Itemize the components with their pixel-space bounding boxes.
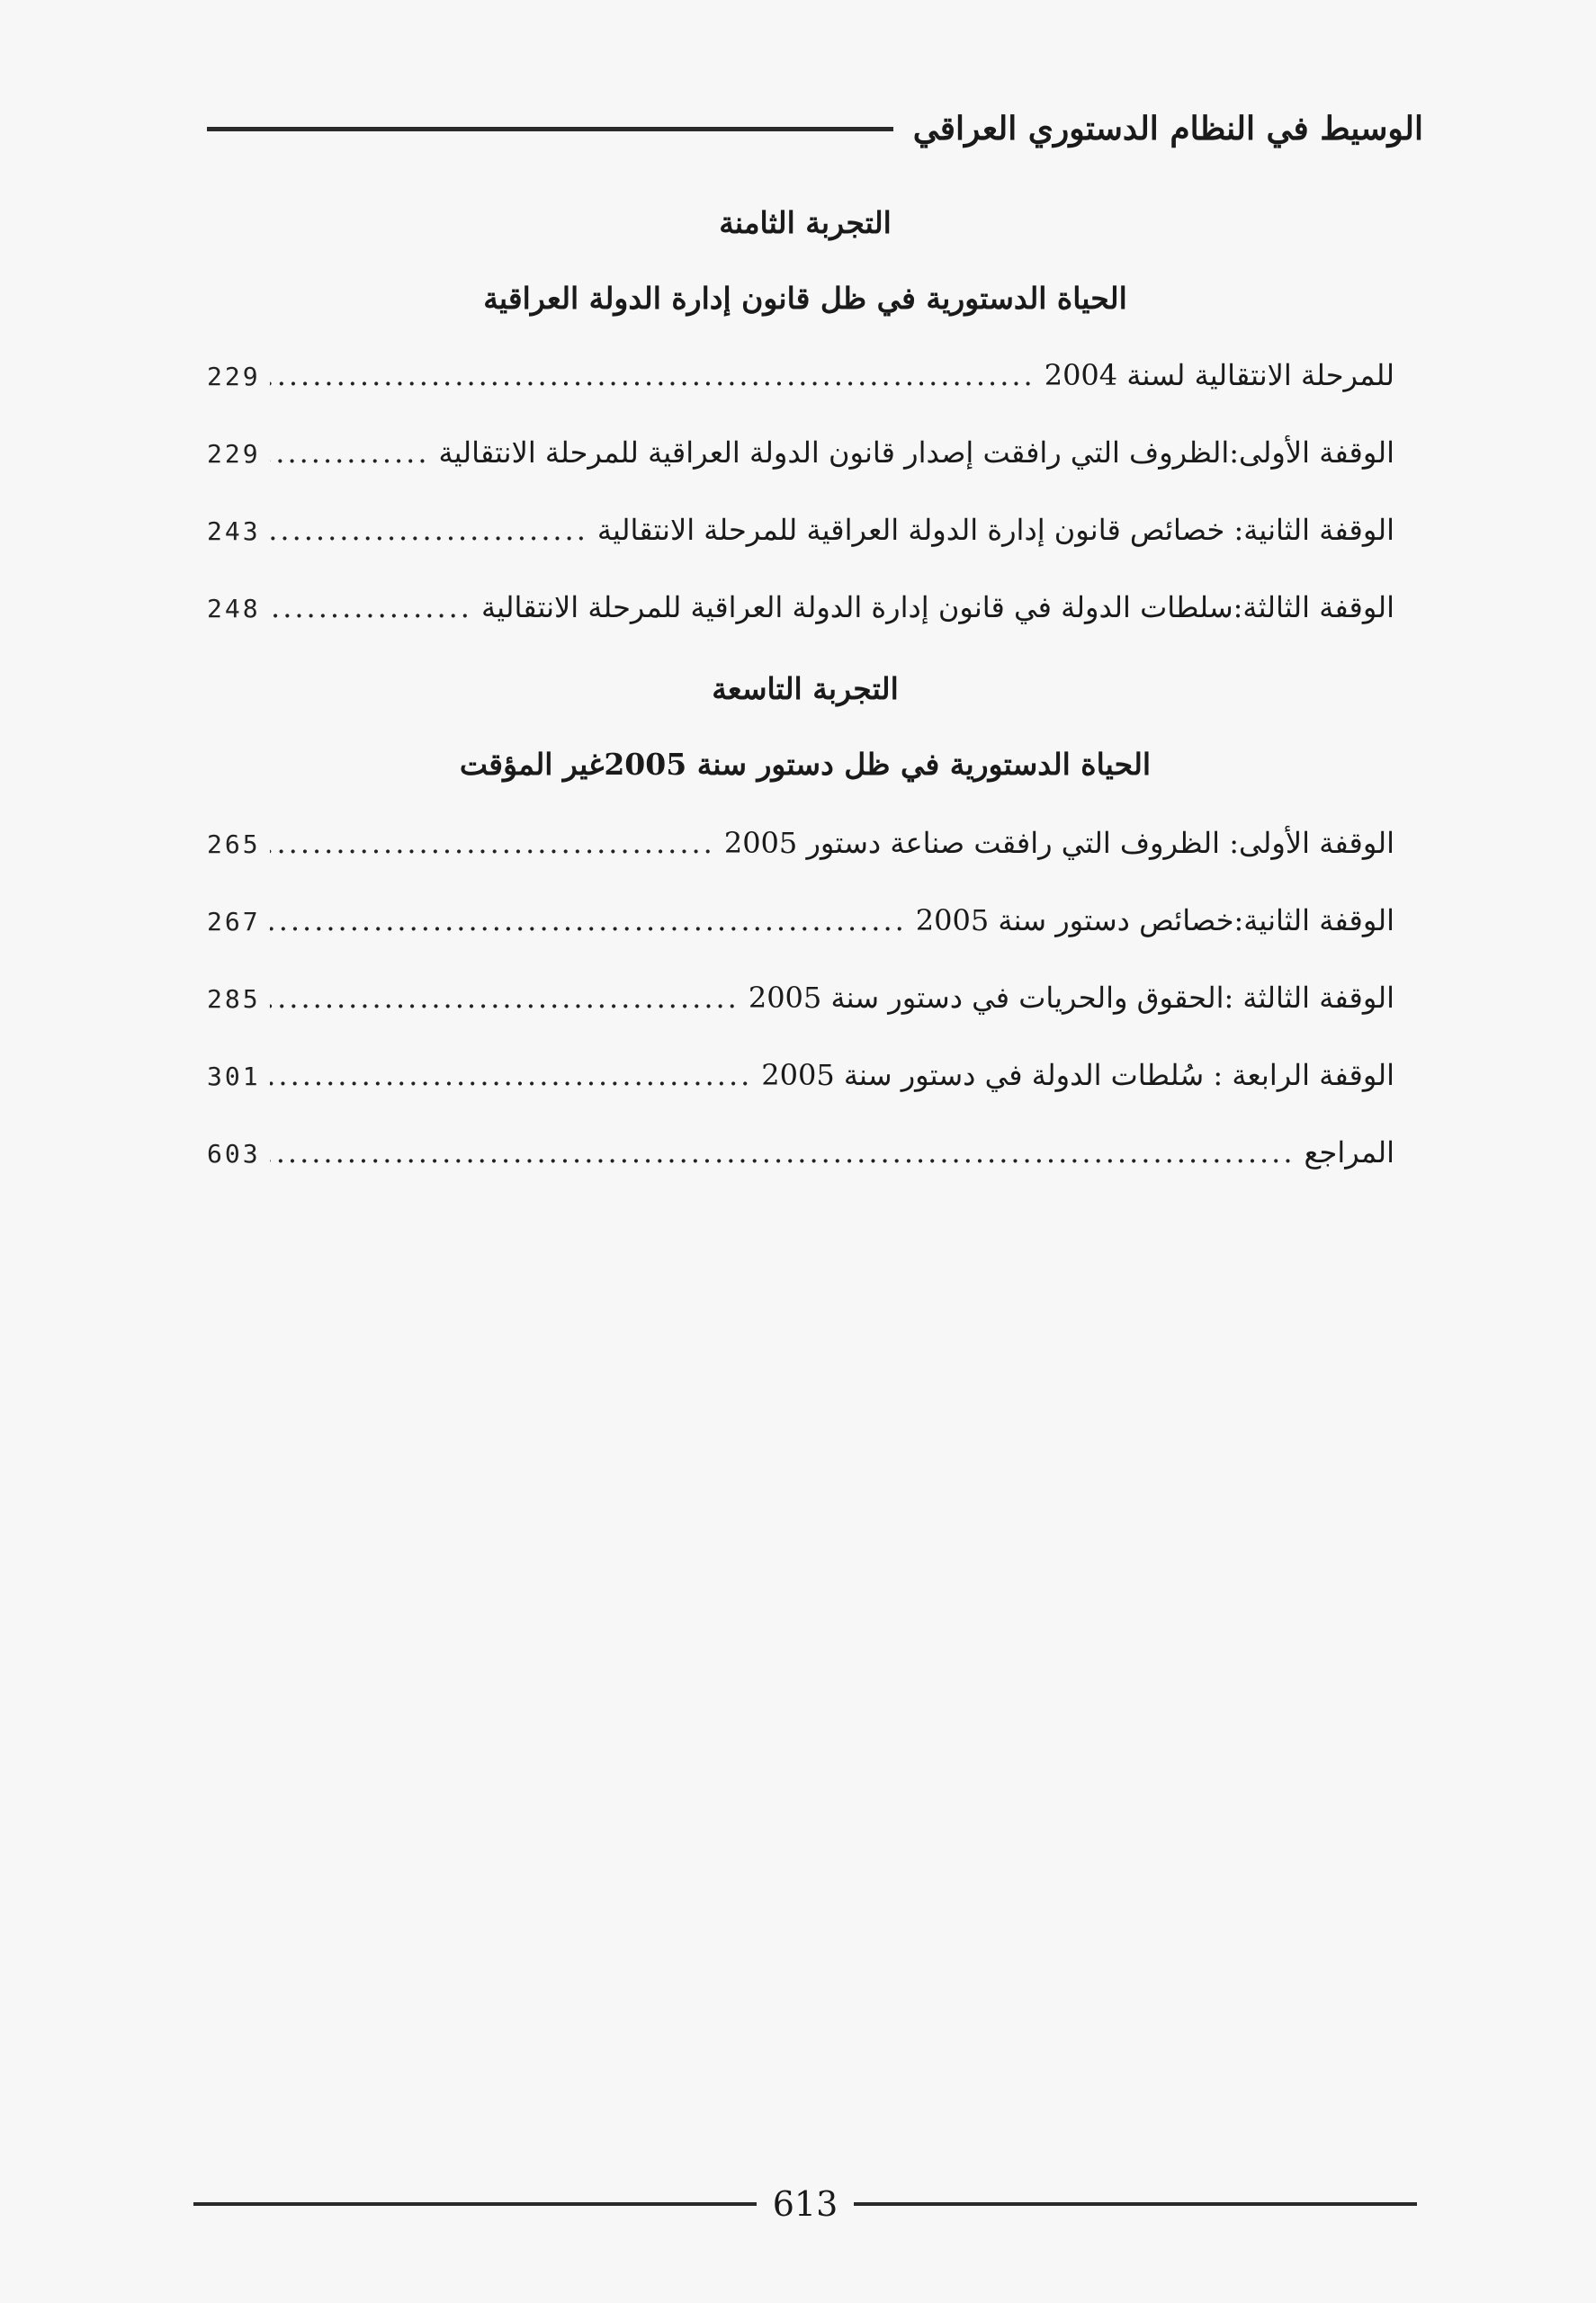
dot-leader	[270, 1135, 1296, 1169]
footer-rule-left	[193, 2202, 757, 2206]
running-header	[207, 97, 1423, 160]
toc-entry-title: الوقفة الثالثة :الحقوق والحريات في دستور سنة 2005	[748, 981, 1394, 1015]
toc-entry	[207, 981, 1394, 1035]
book-title: الوسيط في النظام الدستوري العراقي	[912, 110, 1423, 148]
toc-entry-page: 243	[207, 516, 261, 546]
toc-entry-page: 265	[207, 829, 261, 859]
toc-entry-title: الوقفة الأولى:الظروف التي رافقت إصدار قانون الدولة العراقية للمرحلة الانتقالية	[438, 435, 1394, 470]
section-subheading-8: الحياة الدستورية في ظل قانون إدارة الدولة العراقية	[483, 281, 1127, 316]
toc-entry-page: 267	[207, 907, 261, 936]
dot-leader	[270, 826, 715, 860]
toc-entry	[207, 358, 1394, 412]
toc-entry-title: للمرحلة الانتقالية لسنة 2004	[1044, 358, 1394, 392]
toc-entry	[207, 435, 1394, 489]
toc-entry-title: الوقفة الرابعة : سُلطات الدولة في دستور سنة 2005	[761, 1058, 1394, 1092]
toc-entry-title: الوقفة الأولى: الظروف التي رافقت صناعة دستور 2005	[723, 826, 1394, 860]
section-subheading-9: الحياة الدستورية في ظل دستور سنة 2005غير المؤقت	[459, 747, 1152, 782]
toc-entry-title: المراجع	[1304, 1135, 1394, 1169]
toc-entry-page: 285	[207, 984, 261, 1014]
page-footer	[193, 2177, 1417, 2231]
dot-leader	[270, 590, 472, 624]
section-heading-9: التجربة التاسعة	[712, 671, 899, 706]
dot-leader	[270, 981, 740, 1015]
toc-entry	[207, 1135, 1394, 1189]
toc-entry-page: 229	[207, 439, 261, 469]
footer-rule-right	[854, 2202, 1417, 2206]
dot-leader	[270, 513, 588, 547]
toc-entry-page: 301	[207, 1062, 261, 1091]
toc-entry-title: الوقفة الثالثة:سلطات الدولة في قانون إدارة الدولة العراقية للمرحلة الانتقالية	[480, 590, 1394, 624]
dot-leader	[270, 1058, 753, 1092]
toc-entry-page: 603	[207, 1139, 261, 1169]
toc-entry	[207, 513, 1394, 567]
toc-entry	[207, 590, 1394, 644]
page-number: 613	[772, 2184, 838, 2224]
header-rule	[207, 127, 893, 131]
toc-entry-page: 229	[207, 362, 261, 391]
dot-leader	[270, 435, 430, 470]
toc-entry	[207, 1058, 1394, 1112]
toc-entry	[207, 826, 1394, 880]
toc-entry-page: 248	[207, 594, 261, 623]
dot-leader	[270, 903, 907, 937]
dot-leader	[270, 358, 1036, 392]
toc-entry	[207, 903, 1394, 957]
section-heading-8: التجربة الثامنة	[719, 205, 892, 240]
toc-entry-title: الوقفة الثانية:خصائص دستور سنة 2005	[915, 903, 1394, 937]
toc-entry-title: الوقفة الثانية: خصائص قانون إدارة الدولة العراقية للمرحلة الانتقالية	[596, 513, 1394, 547]
